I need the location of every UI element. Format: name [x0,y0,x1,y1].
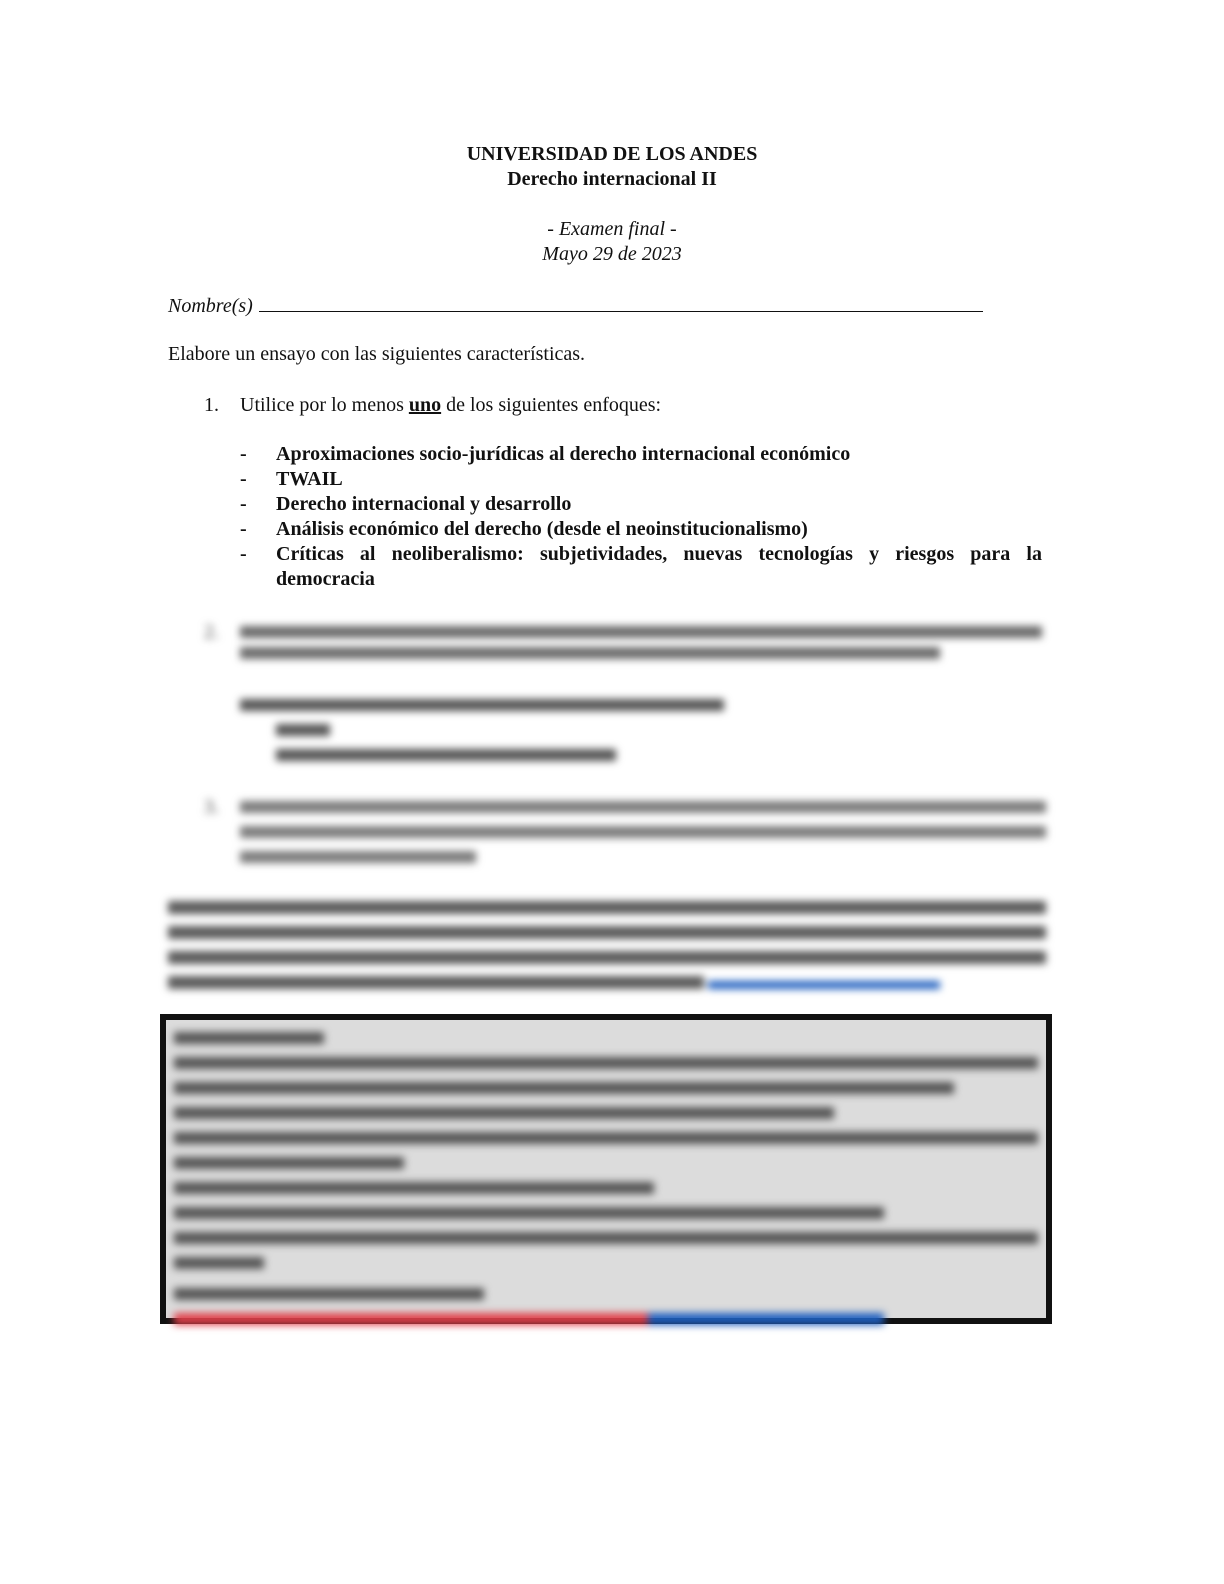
notice-box-blurred-text [166,1020,1046,1325]
item-1-number: 1. [204,394,219,416]
item-2-text-blurred [240,622,1042,664]
exam-date: Mayo 29 de 2023 [542,243,682,265]
item-1-text [240,393,661,418]
item-3-number: 3. [204,796,219,818]
item-1-text-after: de los siguientes enfoques: [441,394,662,416]
university-title: UNIVERSIDAD DE LOS ANDES [466,143,758,165]
item-2-list-blurred [240,695,740,761]
item-1-emphasis: uno [408,394,442,416]
approaches-list [240,442,1042,592]
instruction-text: Elabore un ensayo con las siguientes características. [168,343,586,365]
list-item: - Aproximaciones socio-jurídicas al derecho internacional económico [240,443,851,465]
item-3-text-blurred [240,797,1046,863]
list-item: - TWAIL [240,468,343,490]
list-item: - Análisis económico del derecho (desde el neoinstitucionalismo) [240,518,808,540]
name-blank-line[interactable] [259,292,983,312]
paragraph-blurred [168,897,1046,994]
notice-box [160,1014,1052,1324]
item-2-number: 2. [204,621,219,643]
name-label: Nombre(s) [168,295,253,317]
list-item: - Derecho internacional y desarrollo [240,493,572,515]
name-field [168,292,983,319]
exam-title: - Examen final - [547,218,677,240]
list-item: - Críticas al neoliberalismo: subjetividades, nuevas tecnologías y riesgos para la democracia [240,543,1042,590]
course-title: Derecho internacional II [507,168,717,190]
item-1-text-before: Utilice por lo menos [240,394,409,416]
